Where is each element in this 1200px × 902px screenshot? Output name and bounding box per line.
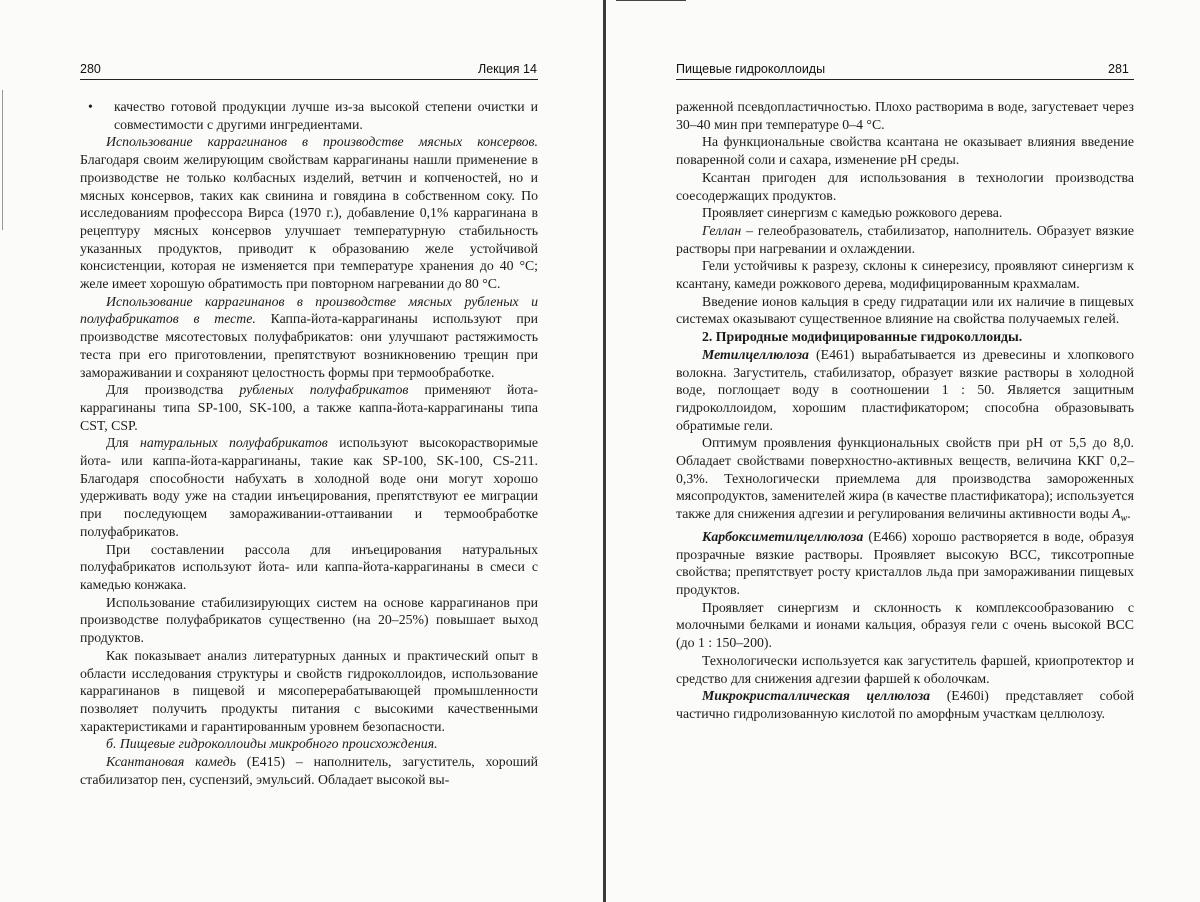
paragraph-title: Использование каррагинанов в производстве мясных консервов. [106,134,538,150]
term: Карбоксиметилцеллюлоза [702,528,864,544]
paragraph: Оптимум проявления функциональных свойств при рН от 5,5 до 8,0. Обладает свойствами поверхностно-активных веществ, величина ККГ 0,2–0,3%. Технологически приемлема для производства замороженных мясопродуктов, заменителей жира (в качестве пластификатора); используется также для снижения адгезии и регулирования величины активности воды $A_w$. [676,435,1134,525]
left-text-column [80,98,538,788]
left-page-number: 280 [80,62,101,76]
section-heading: 2. Природные модифицированные гидроколлоиды. [702,329,1023,345]
paragraph: Проявляет синергизм и склонность к комплексообразованию с молочными белками и ионами кальция, образуя гели с очень высокой ВСС (до 1 : 150–200). [676,599,1134,651]
paragraph: раженной псевдопластичностью. Плохо растворима в воде, загустевает через 30–40 мин при температуре 0–4 °С. [676,99,1134,132]
section-heading: б. Пищевые гидроколлоиды микробного происхождения. [106,736,438,752]
right-text-column [676,98,1134,723]
paragraph-title: Использование каррагинанов в производстве мясных рубленых и полуфабрикатов в тесте. [80,293,538,327]
right-running-header: Пищевые гидроколлоиды [676,62,826,76]
paragraph: Как показывает анализ литературных данных и практический опыт в области исследования структуры и свойств гидроколлоидов, использование каррагинанов в пищевой и мясоперерабатывающей промышленности позволяет получить продукты питания с высокими качественными характеристиками и гарантированным уровнем безопасности. [80,647,538,734]
term: Метилцеллюлоза [702,346,809,362]
term: Ксантановая камедь [106,754,236,770]
paragraph: Карбоксиметилцеллюлоза (Е466) хорошо растворяется в воде, образуя прозрачные вязкие растворы. Проявляет высокую ВСС, тиксотропные свойства; препятствует росту кристаллов льда при замораживании пищевых продуктов. [676,528,1134,597]
paragraph: Ксантан пригоден для использования в технологии производства соесодержащих продуктов. [676,169,1134,203]
right-header-rule [676,79,1134,80]
paragraph: При составлении рассола для инъецирования натуральных полуфабрикатов используют йота- или каппа-йота-каррагинаны в смеси с камедью конжака. [80,541,538,592]
paragraph: Использование стабилизирующих систем на основе каррагинанов при производстве полуфабрикатов существенно (на 20–25%) повышает выход продуктов. [80,594,538,646]
paragraph: Для натуральных полуфабрикатов используют высокорастворимые йота- или каппа-йота-каррагинаны, такие как SP-100, SK-100, CS-211. Благодаря способности набухать в холодной воде они могут хорошо удерживать воду уже на стадии инъецирования, препятствуют ее миграции при последующем замораживании-оттаивании и термообработке полуфабрикатов. [80,435,539,539]
paragraph: Введение ионов кальция в среду гидратации или их наличие в пищевых системах оказывают существенное влияние на свойства получаемых гелей. [676,293,1134,327]
paragraph: Ксантановая камедь (Е415) – наполнитель, загуститель, хороший стабилизатор пен, суспензий, эмульсий. Обладает высокой вы- [80,754,538,787]
paragraph: Технологически используется как загуститель фаршей, криопротектор и средство для снижения адгезии фаршей к оболочкам. [676,652,1134,686]
term: Микрокристаллическая целлюлоза [702,688,930,704]
right-page-number: 281 [1108,62,1129,76]
left-header-rule [80,79,538,80]
paragraph: Микрокристаллическая целлюлоза (Е460i) представляет собой частично гидролизованную кислотой по аморфным участкам целлюлозу. [676,688,1134,721]
paragraph: Для производства рубленых полуфабрикатов применяют йота-каррагинаны типа SP-100, SK-100, а также каппа-йота-каррагинаны типа CST, CSP. [80,382,538,433]
paragraph: Гели устойчивы к разрезу, склоны к синерезису, проявляют синергизм к ксантану, камеди рожкового дерева, модифицированным крахмалам. [676,258,1134,292]
paragraph: Использование каррагинанов в производстве мясных рубленых и полуфабрикатов в тесте. Каппа-йота-каррагинаны используют при производстве мясотестовых полуфабрикатов: они улучшают растяжимость теста при его приготовлении, препятствуют возникновению трещин при замораживании и сохраняют целостность формы при термообработке. [80,293,539,380]
paragraph: Использование каррагинанов в производстве мясных консервов. Благодаря своим желирующим свойствам каррагинаны нашли применение в производстве не только колбасных изделий, ветчин и копченостей, но и мясных консервов, таких как свинина и говядина в собственном соку. По исследованиям профессора Вирса (1970 г.), добавление 0,1% каррагинана в рецептуру мясных консервов улучшает температурную стабильность указанных продуктов, приводит к образованию желе устойчивой консистенции, которая не изменяется при температуре хранения до 40 °С; желе имеет хорошую обратимость при повторном нагревании до 80 °С. [80,134,538,292]
term: Геллан [702,222,742,238]
left-running-header: Лекция 14 [478,62,537,76]
bullet-item [80,98,538,133]
paragraph: Метилцеллюлоза (Е461) вырабатывается из древесины и хлопкового волокна. Загуститель, стабилизатор, образует вязкие растворы в холодной воде, поглощает воду в соотношении 1 : 50. Является защитным гидроколлоидом, хорошим пластификатором; способна образовывать обратимые гели. [676,346,1134,433]
scan-artifact [616,0,686,1]
paragraph: На функциональные свойства ксантана не оказывает влияния введение поваренной соли и сахара, изменение рН среды. [676,134,1134,168]
paragraph: Проявляет синергизм с камедью рожкового дерева. [702,205,1003,221]
right-page [606,0,1200,902]
bullet-dot-icon: • [88,99,93,114]
scan-artifact [2,90,3,230]
paragraph: Геллан – гелеобразователь, стабилизатор, наполнитель. Образует вязкие растворы при нагревании и охлаждении. [676,222,1134,256]
bullet-text: качество готовой продукции лучше из-за высокой степени очистки и совместимости с другими ингредиентами. [114,99,538,132]
